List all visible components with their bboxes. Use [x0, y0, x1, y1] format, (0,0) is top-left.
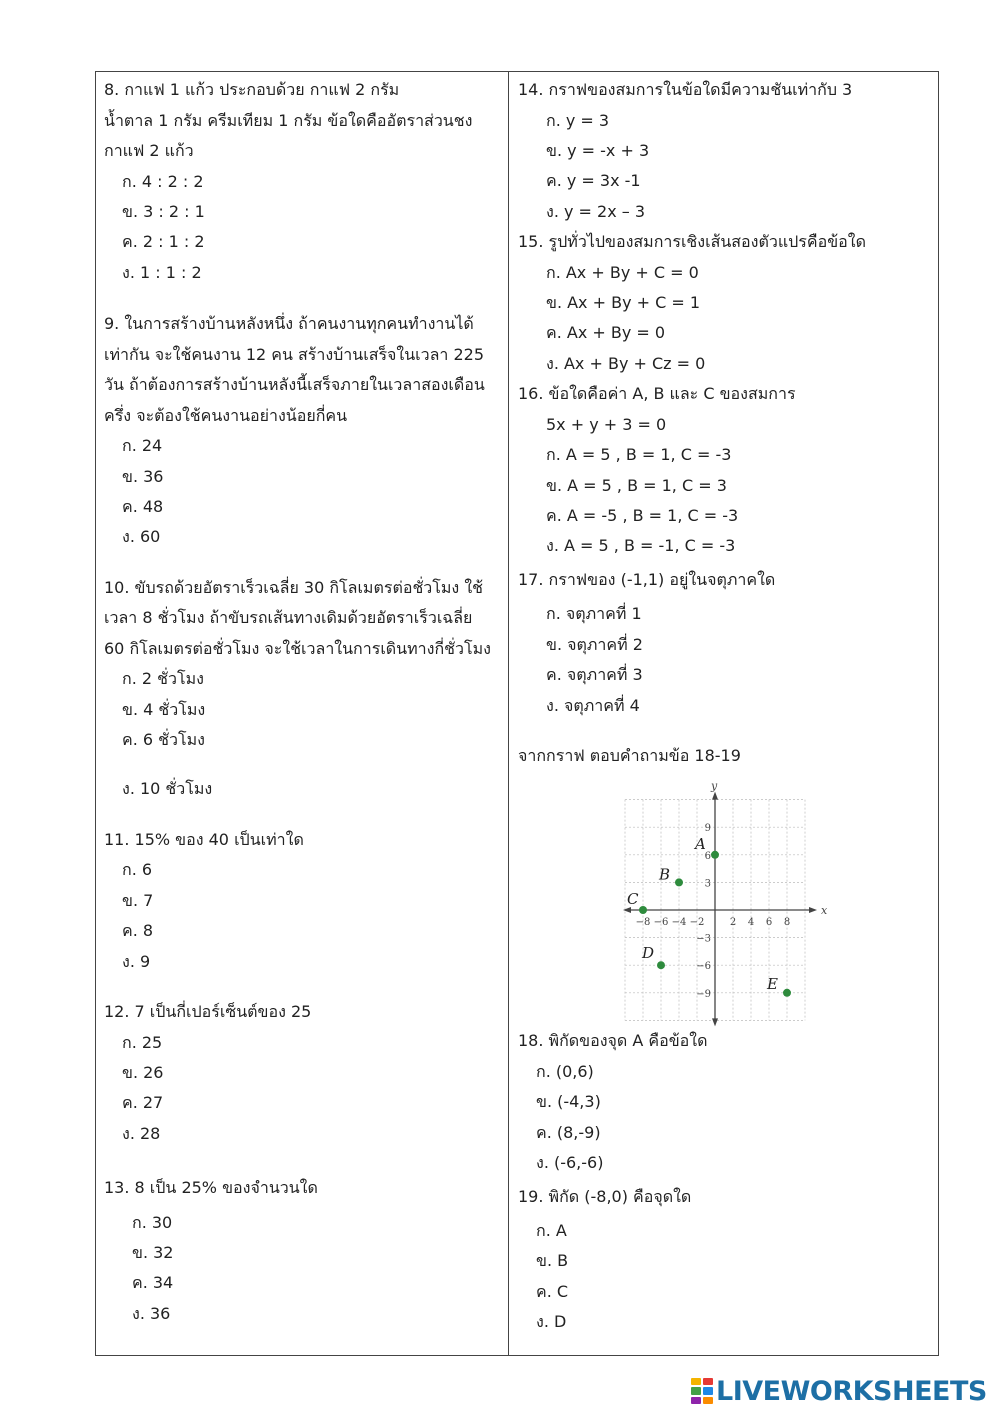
- question-10: [104, 573, 504, 805]
- question-19-line: 19. พิกัด (-8,0) คือจุดใด: [518, 1186, 692, 1206]
- question-8-line: 8. กาแฟ 1 แก้ว ประกอบด้วย กาแฟ 2 กรัม: [104, 80, 400, 99]
- question-9-line: วัน ถ้าต้องการสร้างบ้านหลังนี้เสร็จภายในเวลาสองเดือน: [104, 375, 485, 395]
- question-9-option[interactable]: ค. 48: [122, 496, 164, 516]
- question-11-line: 11. 15% ของ 40 เป็นเท่าใด: [104, 829, 304, 849]
- question-16-option[interactable]: ง. A = 5 , B = -1, C = -3: [546, 536, 736, 556]
- question-8-option[interactable]: ค. 2 : 1 : 2: [122, 232, 205, 252]
- question-19-option[interactable]: ง. D: [536, 1312, 567, 1332]
- question-15-line: 15. รูปทั่วไปของสมการเชิงเส้นสองตัวแปรคือข้อใด: [518, 232, 866, 252]
- column-divider: [508, 71, 509, 1356]
- question-19-option[interactable]: ข. B: [536, 1251, 569, 1271]
- question-11-option[interactable]: ก. 6: [122, 860, 153, 880]
- point-e: [783, 989, 791, 997]
- question-9-line: 9. ในการสร้างบ้านหลังหนึ่ง ถ้าคนงานทุกคนทำงานได้: [104, 314, 474, 334]
- y-tick-label: −9: [696, 988, 711, 1000]
- tick-labels: [636, 823, 791, 1000]
- x-tick-label: 2: [729, 917, 737, 928]
- question-16-option[interactable]: ค. A = -5 , B = 1, C = -3: [546, 505, 739, 525]
- x-tick-label: −2: [689, 917, 705, 928]
- x-tick-label: −6: [653, 917, 669, 928]
- question-14-option[interactable]: ก. y = 3: [546, 110, 610, 130]
- question-17-option[interactable]: ก. จตุภาคที่ 1: [546, 604, 642, 624]
- question-10-option[interactable]: ข. 4 ชั่วโมง: [122, 699, 206, 719]
- question-11-option[interactable]: ค. 8: [122, 921, 154, 941]
- y-tick-label: 3: [704, 878, 711, 890]
- question-17-option[interactable]: ง. จตุภาคที่ 4: [546, 695, 640, 715]
- question-14-option[interactable]: ข. y = -x + 3: [546, 140, 650, 160]
- question-12-option[interactable]: ง. 28: [122, 1123, 161, 1143]
- x-tick-label: 4: [747, 917, 755, 928]
- question-18: [518, 1026, 933, 1178]
- question-8-line: กาแฟ 2 แก้ว: [104, 141, 194, 160]
- point-label-a: A: [695, 834, 706, 853]
- left-column: [104, 75, 504, 1329]
- x-axis-label: x: [821, 904, 828, 917]
- liveworksheets-logo: [691, 1374, 987, 1408]
- question-18-option[interactable]: ง. (-6,-6): [536, 1153, 604, 1173]
- question-9-option[interactable]: ข. 36: [122, 466, 164, 486]
- question-12-option[interactable]: ข. 26: [122, 1062, 164, 1082]
- graph-intro: จากกราฟ ตอบคำถามข้อ 18-19: [518, 745, 741, 765]
- axes: [623, 782, 828, 1026]
- question-14-line: 14. กราฟของสมการในข้อใดมีความชันเท่ากับ 3: [518, 80, 853, 99]
- question-16-line: 16. ข้อใดคือค่า A, B และ C ของสมการ: [518, 384, 796, 404]
- point-label-d: D: [642, 944, 655, 963]
- x-tick-label: −8: [635, 917, 651, 928]
- question-15-option[interactable]: ง. Ax + By + Cz = 0: [546, 353, 706, 373]
- question-18-option[interactable]: ก. (0,6): [536, 1061, 594, 1081]
- question-16-option[interactable]: ข. A = 5 , B = 1, C = 3: [546, 475, 727, 495]
- question-19: [518, 1182, 933, 1338]
- x-tick-label: 8: [783, 917, 791, 928]
- question-8-option[interactable]: ก. 4 : 2 : 2: [122, 171, 204, 191]
- question-13-option[interactable]: ง. 36: [132, 1303, 171, 1323]
- liveworksheets-logo-text: LIVEWORKSHEETS: [716, 1375, 987, 1407]
- question-10-line: 60 กิโลเมตรต่อชั่วโมง จะใช้เวลาในการเดินทางกี่ชั่วโมง: [104, 638, 491, 658]
- point-label-c: C: [627, 890, 639, 908]
- question-15-option[interactable]: ข. Ax + By + C = 1: [546, 293, 701, 313]
- question-19-option[interactable]: ก. A: [536, 1221, 567, 1241]
- point-a: [711, 851, 719, 859]
- question-12: [104, 997, 504, 1149]
- question-12-line: 12. 7 เป็นกี่เปอร์เซ็นต์ของ 25: [104, 1002, 312, 1021]
- point-b: [675, 878, 683, 886]
- question-10-option[interactable]: ค. 6 ชั่วโมง: [122, 730, 205, 750]
- question-10-option[interactable]: ง. 10 ชั่วโมง: [122, 779, 213, 799]
- question-11: [104, 825, 504, 977]
- question-17-option[interactable]: ข. จตุภาคที่ 2: [546, 634, 643, 654]
- liveworksheets-logo-icon: [691, 1378, 713, 1404]
- coordinate-graph: [532, 782, 908, 1028]
- question-13-option[interactable]: ก. 30: [132, 1212, 173, 1232]
- question-14: [518, 75, 933, 227]
- question-13-line: 13. 8 เป็น 25% ของจำนวนใด: [104, 1178, 318, 1198]
- question-10-line: เวลา 8 ชั่วโมง ถ้าขับรถเส้นทางเดิมด้วยอัตราเร็วเฉลี่ย: [104, 608, 473, 628]
- point-d: [657, 961, 665, 969]
- point-c: [639, 906, 647, 914]
- question-10-option[interactable]: ก. 2 ชั่วโมง: [122, 669, 204, 689]
- right-column: [518, 75, 933, 1338]
- question-9-line: เท่ากัน จะใช้คนงาน 12 คน สร้างบ้านเสร็จในเวลา 225: [104, 344, 485, 364]
- y-tick-label: −3: [696, 933, 711, 945]
- y-tick-label: −6: [696, 961, 711, 973]
- question-15-option[interactable]: ก. Ax + By + C = 0: [546, 262, 699, 282]
- question-18-option[interactable]: ค. (8,-9): [536, 1122, 601, 1142]
- question-17-line: 17. กราฟของ (-1,1) อยู่ในจตุภาคใด: [518, 569, 776, 589]
- question-16: [518, 379, 933, 562]
- question-8-option[interactable]: ง. 1 : 1 : 2: [122, 262, 202, 282]
- question-16-equation: 5x + y + 3 = 0: [546, 414, 667, 434]
- question-13-option[interactable]: ค. 34: [132, 1273, 174, 1293]
- y-axis-label: y: [711, 782, 718, 793]
- question-9-line: ครึ่ง จะต้องใช้คนงานอย่างน้อยกี่คน: [104, 405, 348, 425]
- question-13: [104, 1173, 504, 1329]
- y-axis-arrow-up: [712, 792, 718, 800]
- question-17-option[interactable]: ค. จตุภาคที่ 3: [546, 665, 643, 685]
- question-11-option[interactable]: ง. 9: [122, 951, 151, 971]
- question-18-option[interactable]: ข. (-4,3): [536, 1092, 601, 1112]
- question-11-option[interactable]: ข. 7: [122, 890, 154, 910]
- question-14-option[interactable]: ค. y = 3x -1: [546, 171, 641, 191]
- question-13-option[interactable]: ข. 32: [132, 1243, 174, 1263]
- x-axis-arrow-right: [809, 907, 817, 913]
- question-18-line: 18. พิกัดของจุด A คือข้อใด: [518, 1031, 708, 1051]
- question-15-option[interactable]: ค. Ax + By = 0: [546, 323, 666, 343]
- question-10-line: 10. ขับรถด้วยอัตราเร็วเฉลี่ย 30 กิโลเมตรต่อชั่วโมง ใช้: [104, 577, 483, 597]
- question-12-option[interactable]: ก. 25: [122, 1032, 163, 1052]
- y-axis-arrow-down: [712, 1018, 718, 1026]
- question-9-option[interactable]: ก. 24: [122, 436, 163, 456]
- question-15: [518, 227, 933, 379]
- y-tick-label: 9: [704, 823, 711, 835]
- question-12-option[interactable]: ค. 27: [122, 1093, 164, 1113]
- y-tick-label: 6: [704, 850, 711, 862]
- x-tick-label: −4: [671, 917, 687, 928]
- question-8-line: น้ำตาล 1 กรัม ครีมเทียม 1 กรัม ข้อใดคืออัตราส่วนชง: [104, 110, 473, 130]
- question-19-option[interactable]: ค. C: [536, 1281, 569, 1301]
- question-9-option[interactable]: ง. 60: [122, 527, 161, 547]
- question-14-option[interactable]: ง. y = 2x – 3: [546, 201, 646, 221]
- point-label-b: B: [659, 865, 671, 884]
- question-17: [518, 565, 933, 721]
- question-16-option[interactable]: ก. A = 5 , B = 1, C = -3: [546, 445, 732, 465]
- point-label-e: E: [767, 974, 778, 993]
- question-8: [104, 75, 504, 288]
- coordinate-plane-svg: [532, 782, 908, 1028]
- question-8-option[interactable]: ข. 3 : 2 : 1: [122, 201, 205, 221]
- question-9: [104, 309, 504, 553]
- x-tick-label: 6: [765, 917, 773, 928]
